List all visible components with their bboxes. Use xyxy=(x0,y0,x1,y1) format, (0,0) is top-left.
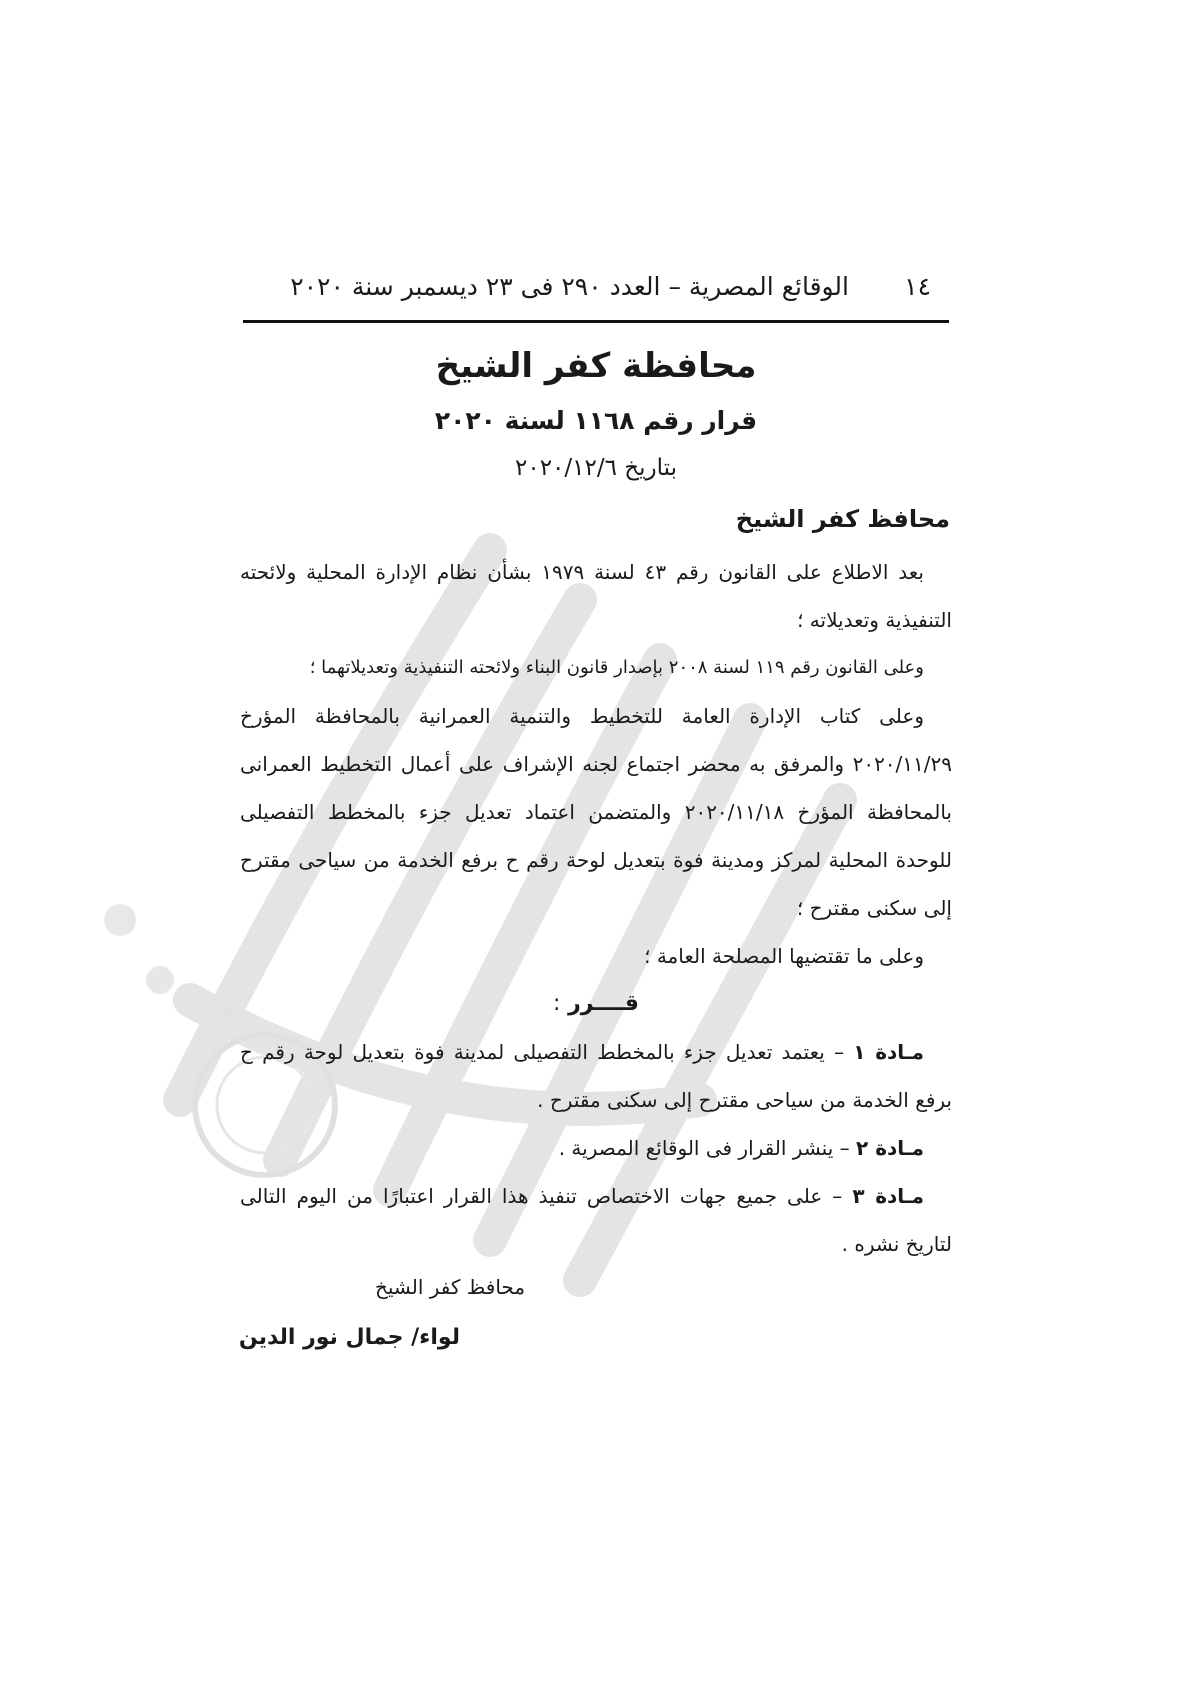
header-divider xyxy=(243,320,949,323)
article xyxy=(240,1124,952,1172)
issuer-heading: محافظ كفر الشيخ xyxy=(735,505,950,533)
article xyxy=(240,1172,952,1268)
governorate-title: محافظة كفر الشيخ xyxy=(435,346,757,386)
article-text: – ينشر القرار فى الوقائع المصرية . xyxy=(558,1136,857,1160)
page-header xyxy=(243,268,949,312)
article-label: مـادة ٣ xyxy=(852,1184,924,1208)
article-label: مـادة ٢ xyxy=(856,1136,924,1160)
preamble-paragraph: بعد الاطلاع على القانون رقم ٤٣ لسنة ١٩٧٩ بشأن نظام الإدارة المحلية ولائحته التنفيذية وتعديلاته ؛ xyxy=(240,560,952,632)
decree-number: قرار رقم ١١٦٨ لسنة ٢٠٢٠ xyxy=(434,406,758,435)
decided-colon: : xyxy=(553,991,561,1016)
article-text: – على جميع جهات الاختصاص تنفيذ هذا القرار اعتبارًا من اليوم التالى لتاريخ نشره . xyxy=(240,1184,952,1256)
preamble-paragraph: وعلى القانون رقم ١١٩ لسنة ٢٠٠٨ بإصدار قانون البناء ولائحته التنفيذية وتعديلاتهما ؛ xyxy=(309,657,924,678)
decided-heading xyxy=(240,980,952,1028)
preamble-paragraph: وعلى كتاب الإدارة العامة للتخطيط والتنمية العمرانية بالمحافظة المؤرخ ٢٠٢٠/١١/٢٩ والمرفق به محضر اجتماع لجنه الإشراف على أعمال التخطيط العمرانى بالمحافظة المؤرخ ٢٠٢٠/١١/١٨ والمتضمن اعتماد تعديل جزء بالمخطط التفصيلى للوحدة المحلية لمركز ومدينة فوة بتعديل لوحة رقم ح برفع الخدمة من سياحى مقترح إلى سكنى مقترح ؛ xyxy=(240,704,952,920)
decided-label: قــــرر xyxy=(568,991,639,1016)
article-text: – يعتمد تعديل جزء بالمخطط التفصيلى لمدينة فوة بتعديل لوحة رقم ح برفع الخدمة من سياحى مقترح إلى سكنى مقترح . xyxy=(240,1040,952,1112)
page-number: ١٤ xyxy=(904,272,931,301)
decree-date: بتاريخ ٢٠٢٠/١٢/٦ xyxy=(515,455,677,481)
article xyxy=(240,1028,952,1124)
signature-name: لواء/ جمال نور الدين xyxy=(238,1325,460,1350)
decree-body xyxy=(240,548,952,1268)
article-label: مـادة ١ xyxy=(853,1040,925,1064)
signature-title: محافظ كفر الشيخ xyxy=(374,1275,526,1299)
gazette-title: الوقائع المصرية – العدد ٢٩٠ فى ٢٣ ديسمبر سنة ٢٠٢٠ xyxy=(290,272,849,301)
preamble-paragraph: وعلى ما تقتضيها المصلحة العامة ؛ xyxy=(644,944,924,968)
